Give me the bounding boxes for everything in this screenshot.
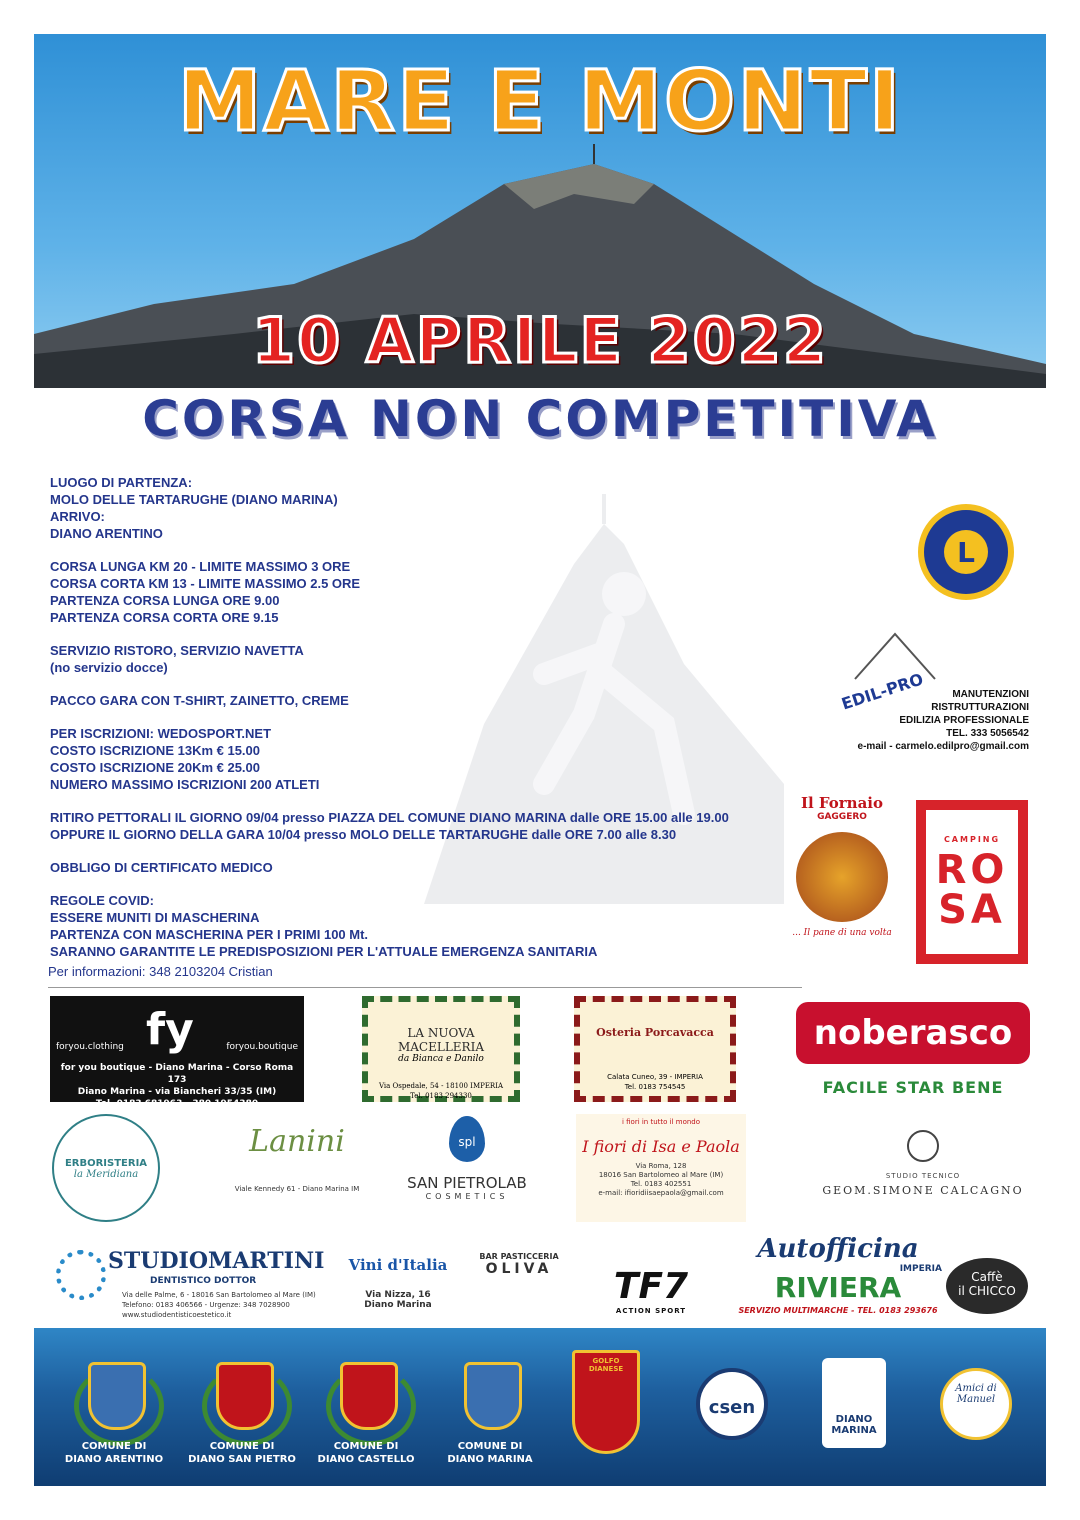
info-paragraph-start: LUOGO DI PARTENZA: MOLO DELLE TARTARUGHE (DIANO MARINA) ARRIVO: DIANO ARENTINO [50,475,338,541]
crest-diano-san-pietro-icon [202,1354,282,1442]
comune-diano-castello: COMUNE DI DIANO CASTELLO [317,1441,415,1465]
crest-diano-marina-icon [450,1354,530,1442]
drop-icon: spl [449,1116,485,1162]
oliva-logo: BAR PASTICCERIA OLIVA [479,1252,559,1277]
lions-logo: L [918,504,1014,600]
event-title: MARE E MONTI [177,52,903,150]
lanini-logo: Lanini Viale Kennedy 61 - Diano Marina IM [234,1124,360,1193]
osteria-logo: Osteria Porcavacca Calata Cuneo, 39 - IMPERIA Tel. 0183 754545 [574,996,736,1102]
diano-marina-logo: DIANO MARINA [822,1358,886,1448]
fornaio-logo: Il Fornaio GAGGERO ... Il pane di una volta [792,794,892,938]
erboristeria-logo: ERBORISTERIA la Meridiana [52,1114,160,1222]
divider [48,987,802,988]
event-date: 10 APRILE 2022 [251,304,829,377]
vini-italia-logo: Vini d'Italia Via Nizza, 16 Diano Marina [348,1256,448,1310]
info-paragraph-services: SERVIZIO RISTORO, SERVIZIO NAVETTA (no servizio docce) [50,643,304,675]
autofficina-logo: Autofficina IMPERIA RIVIERA SERVIZIO MULTIMARCHE - TEL. 0183 293676 [738,1234,942,1315]
comune-diano-arentino: COMUNE DI DIANO ARENTINO [64,1441,164,1465]
noberasco-logo: noberasco [796,1002,1030,1064]
studio-martini-logo: STUDIOMARTINI DENTISTICO DOTTOR Via delle Palme, 6 - 18016 San Bartolomeo al Mare (IM) Telefono: 0183 406566 - Urgenze: 348 7028900 www.studiodentisticoestetico.it [50,1242,320,1328]
info-paragraph-covid: REGOLE COVID: ESSERE MUNITI DI MASCHERINA PARTENZA CON MASCHERINA PER I PRIMI 100 Mt. SARANNO GARANTITE LE PREDISPOSIZIONI PER L'ATTUALE EMERGENZA SANITARIA [50,893,598,959]
crest-diano-arentino-icon [74,1354,154,1442]
comune-diano-marina: COMUNE DI DIANO MARINA [447,1441,533,1465]
hero-banner [34,34,1046,388]
info-paragraph-pack: PACCO GARA CON T-SHIRT, ZAINETTO, CREME [50,693,349,708]
contact-info: Per informazioni: 348 2103204 Cristian [48,964,273,979]
fiori-logo: i fiori in tutto il mondo I fiori di Isa e Paola Via Roma, 128 18016 San Bartolomeo al Mare (IM) Tel. 0183 402551 e-mail: ifioridiisaepaola@gmail.com [576,1114,746,1222]
bread-icon [796,832,888,922]
event-subtitle: CORSA NON COMPETITIVA [142,390,938,448]
comune-diano-san-pietro: COMUNE DI DIANO SAN PIETRO [188,1441,296,1465]
info-paragraph-bibs: RITIRO PETTORALI IL GIORNO 09/04 presso PIAZZA DEL COMUNE DIANO MARINA dalle ORE 15.00 alle 19.00 OPPURE IL GIORNO DELLA GARA 10/04 presso MOLO DELLE TARTARUGHE dalle ORE 7.00 alle 8.30 [50,810,729,842]
edilpro-logo: EDIL-PRO [840,624,1040,754]
csen-logo: csen [696,1368,768,1440]
amici-di-manuel-logo: Amici di Manuel [940,1368,1012,1440]
info-paragraph-medical: OBBLIGO DI CERTIFICATO MEDICO [50,860,273,875]
info-paragraph-distances: CORSA LUNGA KM 20 - LIMITE MASSIMO 3 ORE CORSA CORTA KM 13 - LIMITE MASSIMO 2.5 ORE PARTENZA CORSA LUNGA ORE 9.00 PARTENZA CORSA CORTA ORE 9.15 [50,559,361,625]
tf7-logo: TF7 ACTION SPORT [613,1266,689,1315]
house-icon [850,624,940,684]
noberasco-tagline: FACILE STAR BENE [822,1078,1004,1097]
sanpietrolab-logo: spl SAN PIETROLAB COSMETICS [392,1116,542,1220]
edilpro-details: MANUTENZIONI RISTRUTTURAZIONI EDILIZIA PROFESSIONALE TEL. 333 5056542 e-mail - carmelo.edilpro@gmail.com [857,689,1029,752]
footer-sea [34,1328,1046,1486]
crest-diano-castello-icon [326,1354,406,1442]
poster [34,34,1046,1486]
macelleria-logo: LA NUOVA MACELLERIA da Bianca e Danilo Via Ospedale, 54 - 18100 IMPERIA Tel. 0183 294330 [362,996,520,1102]
studio-symbol-icon [907,1130,939,1162]
camping-rosa-logo: CAMPING RO SA [916,800,1028,964]
foryou-logo: fy foryou.clothing foryou.boutique for you boutique - Diano Marina - Corso Roma 173 Diano Marina - via Biancheri 33/35 (IM) Tel. 0183 681963 - 380 1954380 [50,996,304,1102]
info-paragraph-registration: PER ISCRIZIONI: WEDOSPORT.NET COSTO ISCRIZIONE 13Km € 15.00 COSTO ISCRIZIONE 20Km € 25.00 NUMERO MASSIMO ISCRIZIONI 200 ATLETI [50,726,320,792]
caffe-chicco-logo: Caffè il CHICCO [946,1258,1028,1314]
calcagno-logo: STUDIO TECNICO GEOM.SIMONE CALCAGNO [818,1130,1028,1210]
dots-icon [56,1250,106,1300]
golfo-dianese-crest: GOLFO DIANESE [572,1350,640,1454]
